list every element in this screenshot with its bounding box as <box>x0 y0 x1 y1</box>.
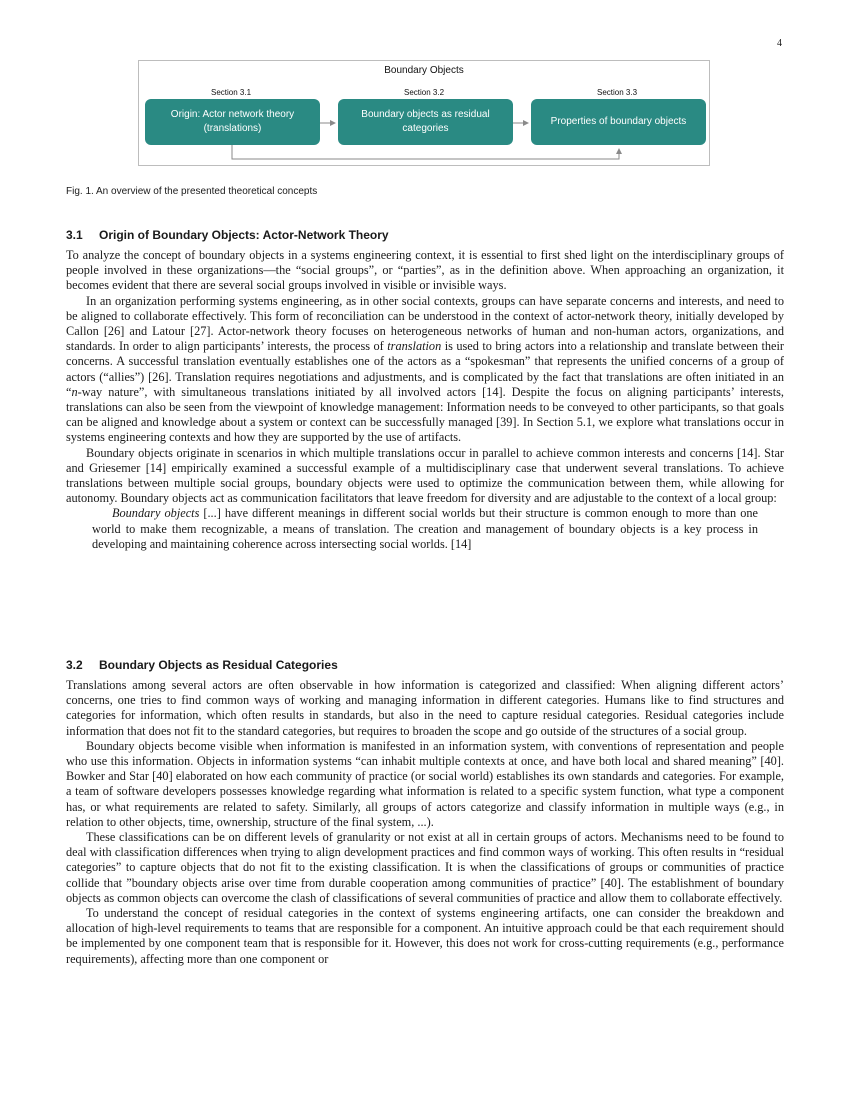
paragraph: Translations among several actors are often observable in how information is categorized and classified: When aligning different actors’ concerns, one tries to find common ways of working and managing information in different categories. Humans like to find structures and categories for information, which often results in standards, but also in the need to capture residual categories. Residual categories include information that does not fit to the standard categories, but requires to broaden the scope and go outside of the structures of a social group. <box>66 678 784 738</box>
box-properties: Properties of boundary objects <box>531 99 706 145</box>
section-number: 3.1 <box>66 228 83 242</box>
section-label-3-2: Section 3.2 <box>404 88 445 97</box>
paragraph: In an organization performing systems engineering, as in other social contexts, groups can have separate concerns and interests, and need to be aligned to collaborate effectively. This form of reconciliation can be understood in the context of actor-network theory, initially developed by Callon [26] and Latour [27]. Actor-network theory focuses on heterogeneous networks of human and non-human actors, organizations, and standards. In order to align participants’ interests, the process of translation is used to bring actors into a relationship and translate between their concerns. A successful translation eventually establishes one of the actors as a “spokesman” that represents the unified concerns of a group of actors (“allies”) [26]. Translation requires negotiations and adjustments, and is complicated by the fact that translations are often initiated in an “n-way nature”, with simultaneous translations initiated by all involved actors [14]. Despite the focus on aligning participants’ interests, translations can also be seen from the viewpoint of knowledge management: Information needs to be conveyed to other participants, so that goals can be aligned and knowledge about a system or context can be successfully managed [39]. In Section 5.1, we explore what translations occur in systems engineering contexts and how they are supported by the use of artifacts. <box>66 293 784 445</box>
section-body-3-2 <box>66 678 784 967</box>
page-number: 4 <box>777 38 782 49</box>
paragraph: Boundary objects originate in scenarios in which multiple translations occur in parallel to achieve common interests and concerns [14]. Star and Griesemer [14] empirically examined a successful example of a multidisciplinary case that underwent several translations. To achieve translations between multiple social groups, boundary objects were used to optimize the communication between them, while allowing for autonomy. Boundary objects act as communication facilitators that leave freedom for diversity and are adjustable to the context of a local group: <box>66 445 784 506</box>
figure-caption: Fig. 1. An overview of the presented theoretical concepts <box>66 186 318 197</box>
arrow-1-to-3-bypass <box>232 145 619 159</box>
paragraph: To analyze the concept of boundary objects in a systems engineering context, it is essential to first shed light on the interdisciplinary groups of people involved in these organizations—the “social groups”, or “parties”, as in the definition above. When approaching an organization, it becomes evident that there are several social groups involved in visible or invisible ways. <box>66 248 784 293</box>
section-title: Origin of Boundary Objects: Actor-Network Theory <box>99 228 389 242</box>
section-title: Boundary Objects as Residual Categories <box>99 658 338 672</box>
section-heading-3-2 <box>66 658 338 672</box>
section-body-3-1 <box>66 248 784 552</box>
section-label-3-3: Section 3.3 <box>597 88 638 97</box>
paragraph: To understand the concept of residual categories in the context of systems engineering artifacts, one can consider the breakdown and allocation of high-level requirements to teams that are responsible for a component. An intuitive approach could be that each requirement should be implemented by one component team that is responsible for it. However, this does not work for cross-cutting requirements (e.g., performance requirements), affecting more than one component or <box>66 906 784 966</box>
paragraph: These classifications can be on different levels of granularity or not exist at all in certain groups of actors. Mechanisms need to be found to deal with classification differences when trying to align development practices and find common ways of working. This often results in “residual categories” to capture objects that do not fit to the existing classification. It is when the classifications of groups or communities of practice collide that ”boundary objects arise over time from durable cooperation among communities of practice” [40]. The establishment of boundary objects as common objects can overcome the clash of classifications of several communities of practice and allow them to collaborate effectively. <box>66 830 784 905</box>
section-heading-3-1 <box>66 228 389 242</box>
section-label-3-1: Section 3.1 <box>211 88 252 97</box>
paragraph: Boundary objects become visible when information is manifested in an information system, with conventions of representation and people who use this information. Objects in information systems “can inhabit multiple contexts at once, and have both local and shared meaning” [40]. Bowker and Star [40] elaborated on how each community of practice (or social world) establishes its own standards and categories. For example, a team of software developers possesses knowledge regarding what information is related to a specific system function, what type a component has, or what requirements are related to safety. Similarly, all groups of actors categorize and classify information in multiple ways (e.g., in relation to other objects, time, ownership, structure of the final system, ...). <box>66 738 784 829</box>
box-residual-categories: Boundary objects as residual categories <box>338 99 513 145</box>
box-actor-network-theory: Origin: Actor network theory (translations) <box>145 99 320 145</box>
section-number: 3.2 <box>66 658 83 672</box>
figure-title: Boundary Objects <box>384 65 464 76</box>
figure-boundary-objects <box>138 60 710 166</box>
block-quote: Boundary objects [...] have different meanings in different social worlds but their structure is common enough to more than one world to make them recognizable, a means of translation. The creation and management of boundary objects is a key process in developing and maintaining coherence across intersecting social worlds. [14] <box>92 506 758 551</box>
